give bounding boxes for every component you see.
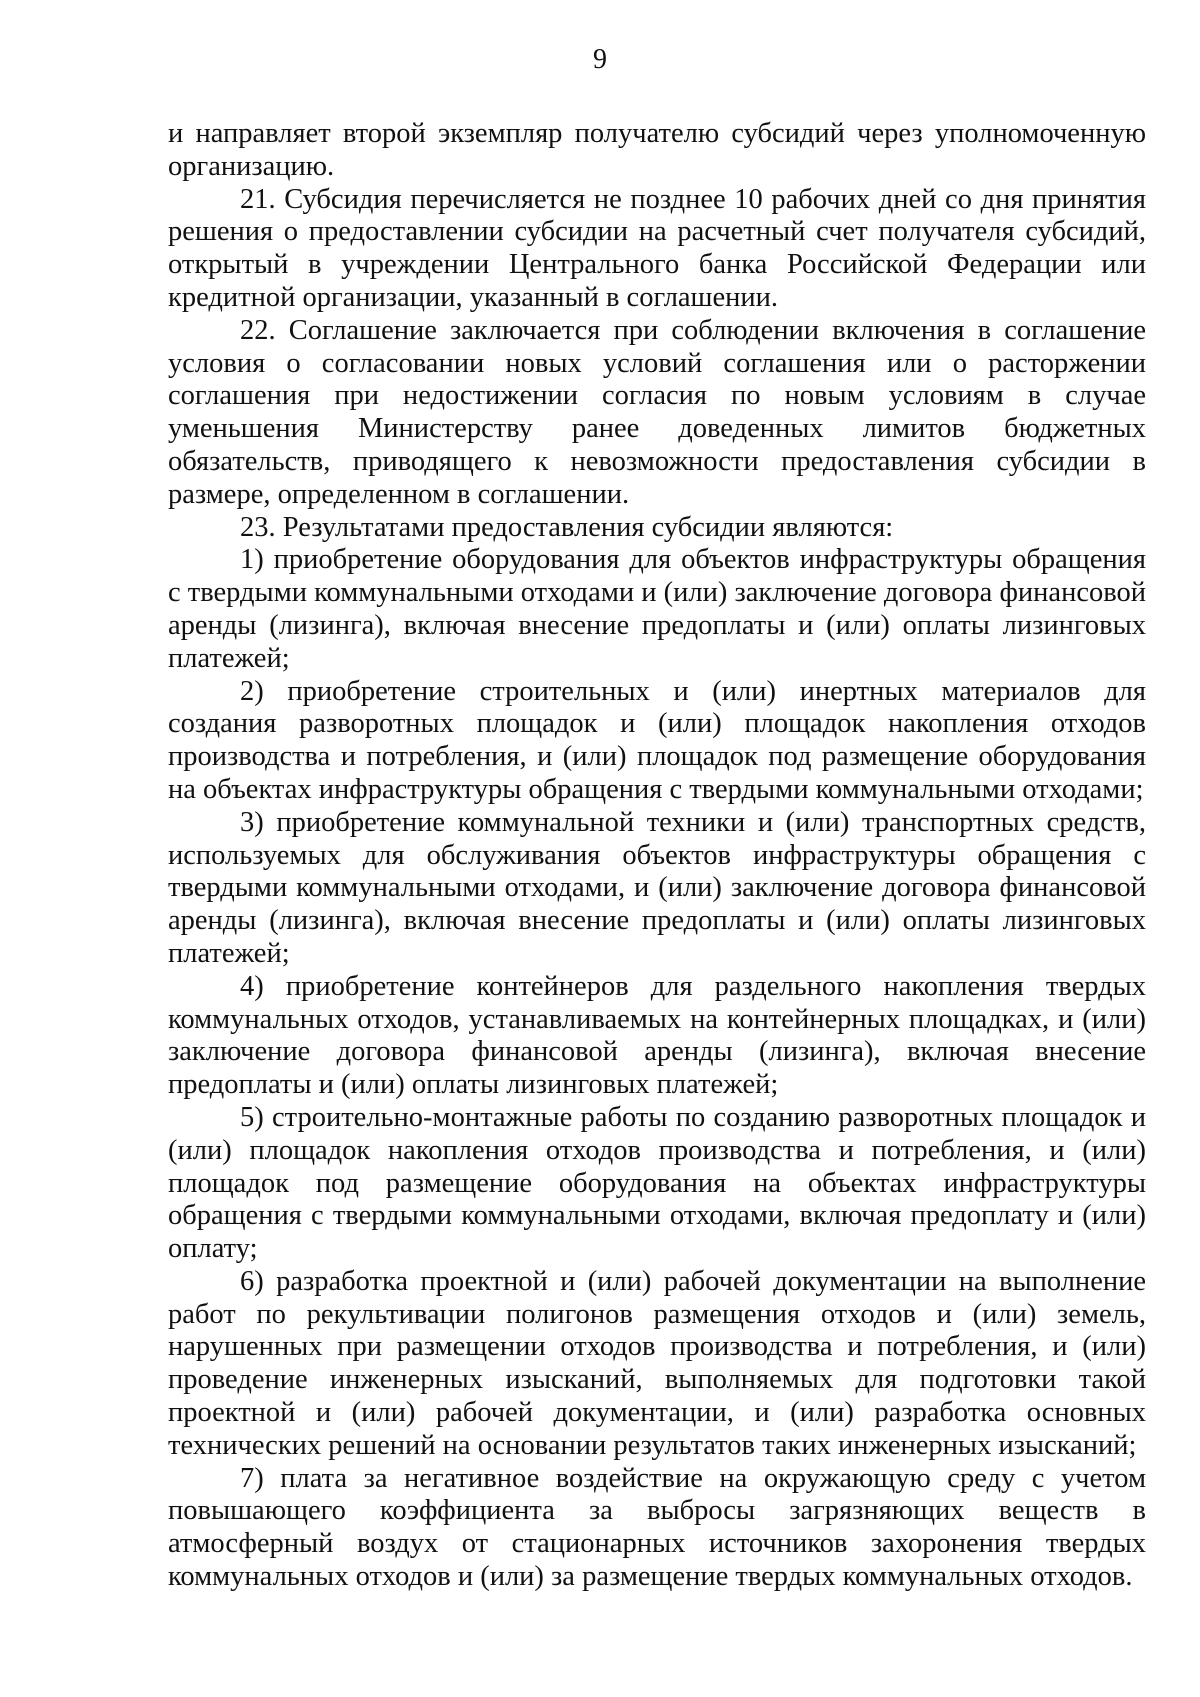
list-item-2: 2) приобретение строительных и (или) инертных материалов для создания разворотных площадок и (или) площадок накопления отходов производства и потребления, и (или) площадок под размещение оборудования на объектах инфраструктуры обращения с твердыми коммунальными отходами; bbox=[168, 675, 1146, 805]
paragraph-21: 21. Субсидия перечисляется не позднее 10 рабочих дней со дня принятия решения о предоставлении субсидии на расчетный счет получателя субсидий, открытый в учреждении Центрального банка Российской Федерации или кредитной организации, указанный в соглашении. bbox=[168, 183, 1146, 313]
page-number: 9 bbox=[593, 44, 607, 75]
paragraph-22: 22. Соглашение заключается при соблюдении включения в соглашение условия о согласовании новых условий соглашения или о расторжении соглашения при недостижении согласия по новым условиям в случае уменьшения Министерству ранее доведенных лимитов бюджетных обязательств, приводящего к невозможности предоставления субсидии в размере, определенном в соглашении. bbox=[168, 314, 1146, 510]
paragraph-23: 23. Результатами предоставления субсидии являются: bbox=[240, 511, 894, 543]
paragraph-continuation: и направляет второй экземпляр получателю субсидий через уполномоченную организацию. bbox=[168, 118, 1146, 182]
list-item-3: 3) приобретение коммунальной техники и (или) транспортных средств, используемых для обслуживания объектов инфраструктуры обращения с твердыми коммунальными отходами, и (или) заключение договора финансовой аренды (лизинга), включая внесение предоплаты и (или) оплаты лизинговых платежей; bbox=[168, 806, 1146, 969]
list-item-5: 5) строительно-монтажные работы по созданию разворотных площадок и (или) площадок накопления отходов производства и потребления, и (или) площадок под размещение оборудования на объектах инфраструктуры обращения с твердыми коммунальными отходами, включая предоплату и (или) оплату; bbox=[168, 1101, 1146, 1265]
list-item-6: 6) разработка проектной и (или) рабочей документации на выполнение работ по рекультивации полигонов размещения отходов и (или) земель, нарушенных при размещении отходов производства и потребления, и (или) проведение инженерных изысканий, выполняемых для подготовки такой проектной и (или) рабочей документации, и (или) разработка основных технических решений на основании результатов таких инженерных изысканий; bbox=[168, 1265, 1146, 1461]
list-item-1: 1) приобретение оборудования для объектов инфраструктуры обращения с твердыми коммунальными отходами и (или) заключение договора финансовой аренды (лизинга), включая внесение предоплаты и (или) оплаты лизинговых платежей; bbox=[168, 544, 1146, 674]
list-item-4: 4) приобретение контейнеров для раздельного накопления твердых коммунальных отходов, устанавливаемых на контейнерных площадках, и (или) заключение договора финансовой аренды (лизинга), включая внесение предоплаты и (или) оплаты лизинговых платежей; bbox=[168, 970, 1146, 1101]
document-body bbox=[168, 118, 1146, 1594]
list-item-7: 7) плата за негативное воздействие на окружающую среду с учетом повышающего коэффициента за выбросы загрязняющих веществ в атмосферный воздух от стационарных источников захоронения твердых коммунальных отходов и (или) за размещение твердых коммунальных отходов. bbox=[168, 1462, 1146, 1593]
